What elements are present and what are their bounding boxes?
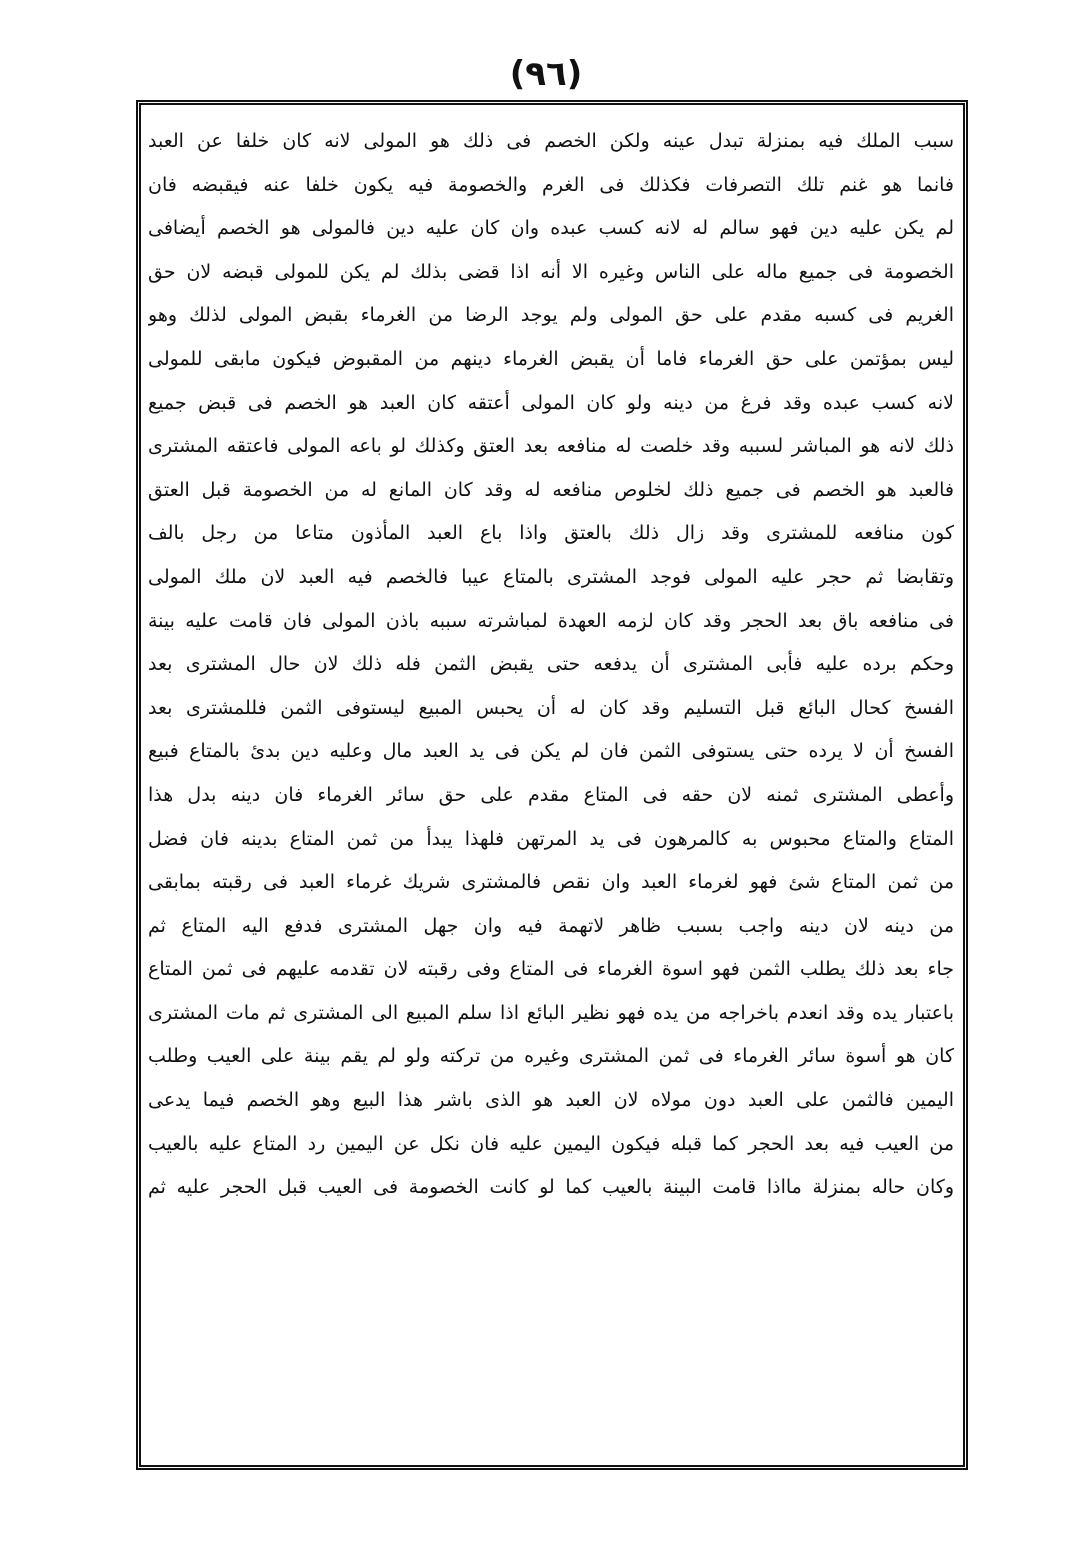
text-line: كان هو أسوة سائر الغرماء فى ثمن المشترى وغيره من تركته ولو لم يقم بينة على العيب وطلب [148,1045,954,1068]
page-number: (٩٦) [509,54,583,94]
text-block [148,120,954,1210]
text-line: لانه كسب عبده وقد فرغ من دينه ولو كان المولى أعتقه كان العبد هو الخصم فى قبض جميع [148,391,954,414]
text-line: من العيب فيه بعد الحجر كما قبله فيكون اليمين عليه فان نكل عن اليمين رد المتاع عليه بالعيب [148,1132,954,1155]
text-line: كون منافعه للمشترى وقد زال ذلك بالعتق واذا باع العبد المأذون متاعا من رجل بالف [148,522,954,545]
text-line: جاء بعد ذلك يطلب الثمن فهو اسوة الغرماء فى المتاع وفى رقبته لان تقدمه عليهم فى ثمن المتاع [148,958,954,981]
text-line: الخصومة فى جميع ماله على الناس وغيره الا أنه اذا قضى بذلك لم يكن للمولى قبضه لان حق [148,260,954,283]
text-line: الفسخ كحال البائع قبل التسليم وقد كان له أن يحبس المبيع ليستوفى الثمن فللمشترى بعد [148,696,954,719]
text-line: باعتبار يده وقد انعدم باخراجه من يده فهو نظير البائع اذا سلم المبيع الى المشترى ثم مات المشترى [148,1001,954,1024]
text-line: فى منافعه باق بعد الحجر وقد كان لزمه العهدة لمباشرته سببه باذن المولى فان قامت عليه بينة [148,609,954,632]
text-line: وتقابضا ثم حجر عليه المولى فوجد المشترى بالمتاع عيبا فالخصم فيه العبد لان ملك المولى [148,565,954,588]
text-line: ليس بمؤتمن على حق الغرماء فاما أن يقبض الغرماء دينهم من المقبوض فيكون مابقى للمولى [148,347,954,370]
text-line: المتاع والمتاع محبوس به كالمرهون فى يد المرتهن فلهذا يبدأ من ثمن المتاع بدينه فان فضل [148,827,954,850]
text-line: الغريم فى كسبه مقدم على حق المولى ولم يوجد الرضا من الغرماء بقبض المولى لذلك وهو [148,304,954,327]
text-line: فانما هو غنم تلك التصرفات فكذلك فى الغرم والخصومة فيه يكون خلفا عنه فيقبضه فان [148,173,954,196]
text-line: ذلك لانه هو المباشر لسببه وقد خلصت له منافعه بعد العتق وكذلك لو باعه المولى فاعتقه المشترى [148,435,954,458]
text-line: من ثمن المتاع شئ فهو لغرماء العبد وان نقص فالمشترى شريك غرماء العبد فى رقبته بمابقى [148,871,954,894]
text-line: وحكم برده عليه فأبى المشترى أن يدفعه حتى يقبض الثمن فله ذلك لان حال المشترى بعد [148,653,954,676]
text-line: لم يكن عليه دين فهو سالم له لانه كسب عبده وان كان عليه دين فالمولى هو الخصم أيضافى [148,217,954,240]
text-line: وأعطى المشترى ثمنه لان حقه فى المتاع مقدم على حق سائر الغرماء فان دينه بدل هذا [148,783,954,806]
text-line: فالعبد هو الخصم فى جميع ذلك لخلوص منافعه له وقد كان المانع له من الخصومة قبل العتق [148,478,954,501]
text-line: وكان حاله بمنزلة مااذا قامت البينة بالعيب كما لو كانت الخصومة فى العيب قبل الحجر عليه ثم [148,1176,954,1199]
text-line: سبب الملك فيه بمنزلة تبدل عينه ولكن الخصم فى ذلك هو المولى لانه كان خلفا عن العبد [148,130,954,152]
text-line: من دينه لان دينه واجب بسبب ظاهر لاتهمة فيه وان جهل المشترى فدفع اليه المتاع ثم [148,914,954,937]
text-line: اليمين فالثمن على العبد دون مولاه لان العبد هو الذى باشر هذا البيع وهو الخصم فيما يدعى [148,1089,954,1112]
text-line: الفسخ أن لا يرده حتى يستوفى الثمن فان لم يكن فى يد العبد مال وعليه دين بدئ بالمتاع فبيع [148,740,954,763]
